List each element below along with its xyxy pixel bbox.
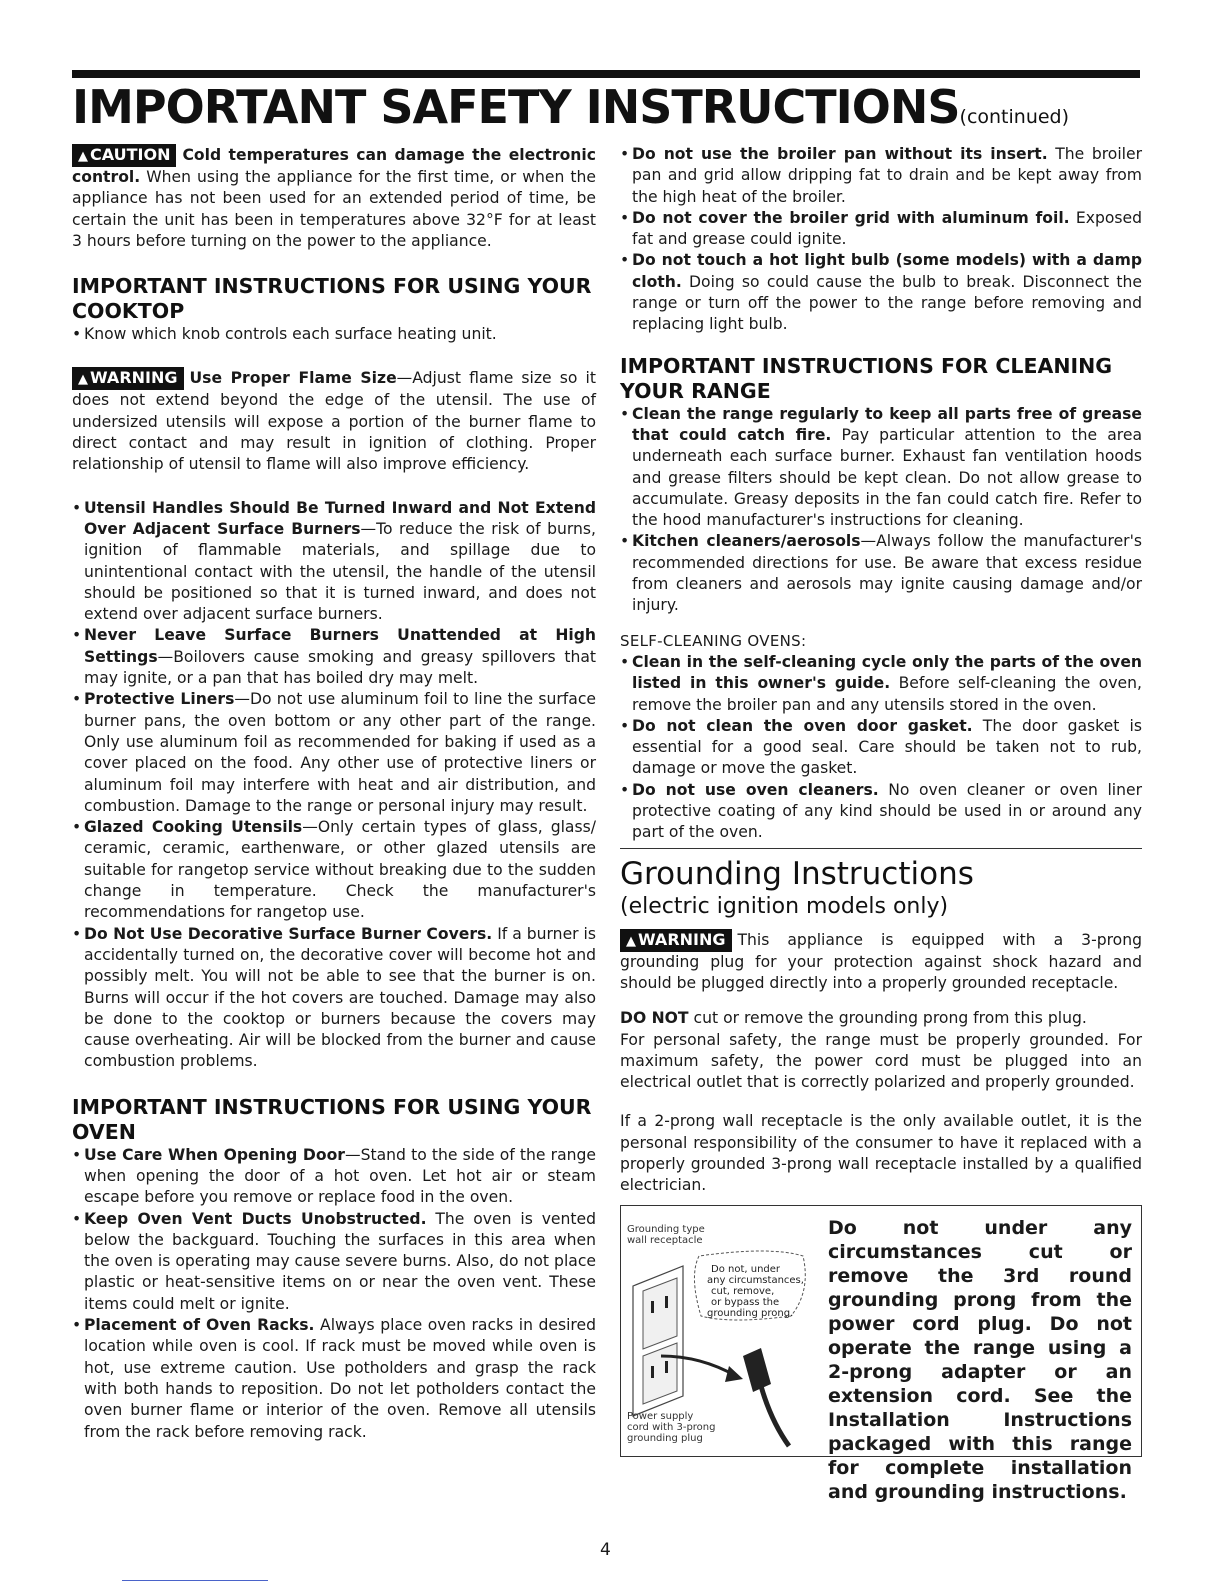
outlet-slot <box>651 1366 654 1378</box>
receptacle-label-line2: wall receptacle <box>627 1234 703 1246</box>
list-item: • Protective Liners—Do not use aluminum foil to line the surface burner pans, the oven bottom or any other part of the range. Only use aluminum foil as recommended for baking if used as a cover placed on the food. Any other use of protective liners or aluminum foil may interfere with heat and air distribution, and combustion. Damage to the range or personal injury may result. <box>72 689 596 817</box>
cord-label-line: Power supply <box>627 1410 694 1422</box>
plug-icon <box>743 1348 771 1392</box>
list-item: • Do not cover the broiler grid with aluminum foil. Exposed fat and grease could ignite. <box>620 208 1142 251</box>
bubble-line: cut, remove, <box>711 1285 775 1297</box>
grounding-warning-box <box>620 1205 1142 1503</box>
caution-paragraph <box>72 144 596 252</box>
bubble-line: Do not, under <box>711 1263 781 1275</box>
grounding-title: Grounding Instructions <box>620 855 974 892</box>
do-not-paragraph: DO NOT cut or remove the grounding prong from this plug. <box>620 1009 1087 1028</box>
warning-triangle-icon: ▲ <box>78 149 88 164</box>
caution-body: When using the appliance for the first time, or when the appliance has not been used for an extended period of time, be certain the unit has been in temperatures above 32°F for at least 3 hours before turning on the power to the appliance. <box>72 168 596 250</box>
cooktop-heading: IMPORTANT INSTRUCTIONS FOR USING YOUR COOKTOP <box>72 274 592 324</box>
list-item: • Do not touch a hot light bulb (some models) with a damp cloth. Doing so could cause the bulb to break. Disconnect the range or turn off the power to the range before removing and replacing light bulb. <box>620 250 1142 335</box>
bubble-line: grounding prong. <box>707 1307 794 1319</box>
footer-line <box>122 1580 268 1581</box>
list-item: • Keep Oven Vent Ducts Unobstructed. The oven is vented below the backguard. Touching the surfaces in this area when the oven is operating may cause severe burns. Also, do not place plastic or heat-sensitive items on or near the oven vent. These items could melt or ignite. <box>72 1209 596 1315</box>
header-rule <box>72 70 1140 78</box>
list-item: • Do not clean the oven door gasket. The door gasket is essential for a good seal. Care should be taken not to rub, damage or move the gasket. <box>620 716 1142 780</box>
arrowhead-icon <box>725 1366 743 1382</box>
cooktop-instructions-list <box>72 498 596 1073</box>
warning-triangle-icon: ▲ <box>626 933 636 949</box>
outlet-slot <box>651 1301 654 1313</box>
list-item: • Do Not Use Decorative Surface Burner Covers. If a burner is accidentally turned on, the decorative cover will become hot and possibly melt. You will not be able to see that the burner is on. Burns will occur if the hot covers are touched. Damage may also be done to the cooktop or burners because the covers may cause overheating. Air will be blocked from the burner and cause combustion problems. <box>72 924 596 1073</box>
cleaning-list <box>620 404 1142 617</box>
bubble-line: any circumstances, <box>707 1274 804 1286</box>
receptacle-label-line1: Grounding type <box>627 1223 705 1235</box>
flame-warning-paragraph: ▲ WARNING Use Proper Flame Size—Adjust flame size so it does not extend beyond the edge of the utensil. The use of undersized utensils will expose a portion of the burner flame to direct contact and may result in ignition of clothing. Proper relationship of utensil to flame will also improve efficiency. <box>72 368 597 474</box>
caution-lead: Cold temperatures can damage the electronic control. <box>72 146 596 186</box>
broiler-list <box>620 144 1142 336</box>
self-cleaning-heading: SELF-CLEANING OVENS: <box>620 631 807 650</box>
personal-safety-paragraph: For personal safety, the range must be properly grounded. For maximum safety, the power cord must be plugged into an electrical outlet that is correctly polarized and properly grounded. <box>620 1030 1142 1092</box>
list-item: • Glazed Cooking Utensils—Only certain types of glass, glass/ ceramic, ceramic, earthenware, or other glazed utensils are suitable for rangetop service without breaking due to the sudden change in temperature. Check the manufacturer's recommendations for rangetop use. <box>72 817 596 923</box>
power-cord-icon <box>761 1386 789 1446</box>
list-item: • Use Care When Opening Door—Stand to the side of the range when opening the door of a hot oven. Let hot air or steam escape before you remove or replace food in the oven. <box>72 1145 596 1209</box>
section-divider <box>620 848 1142 849</box>
bubble-line: or bypass the <box>711 1296 780 1308</box>
outlet-plate-upper <box>643 1278 677 1349</box>
outlet-slot <box>665 1361 668 1373</box>
page-number: 4 <box>600 1540 611 1560</box>
list-item: • Know which knob controls each surface heating unit. <box>72 324 596 345</box>
outlet-slot <box>665 1296 668 1308</box>
right-column <box>620 144 1143 1503</box>
warning-badge: ▲ WARNING <box>620 929 732 952</box>
list-item: • Placement of Oven Racks. Always place oven racks in desired location while oven is cool. If rack must be moved while oven is hot, use extreme caution. Use potholders and grasp the rack with both hands to reposition. Do not let potholders contact the oven burner flame or interior of the oven. Remove all utensils from the rack before removing rack. <box>72 1315 596 1443</box>
list-item: • Clean in the self-cleaning cycle only the parts of the oven listed in this owner's guide. Before self-cleaning the oven, remove the broiler pan and any utensils stored in the oven. <box>620 652 1142 716</box>
grounding-warning-paragraph: ▲ WARNING This appliance is equipped with a 3-prong grounding plug for your protection against shock hazard and should be plugged directly into a properly grounded receptacle. <box>620 929 1142 992</box>
oven-instructions-list <box>72 1145 596 1443</box>
warning-triangle-icon: ▲ <box>78 372 88 388</box>
cleaning-heading: IMPORTANT INSTRUCTIONS FOR CLEANING YOUR RANGE <box>620 353 1113 403</box>
list-item: • Do not use the broiler pan without its insert. The broiler pan and grid allow dripping fat to drain and be kept away from the high heat of the broiler. <box>620 144 1142 208</box>
cooktop-knob-list <box>72 324 596 345</box>
self-cleaning-list <box>620 652 1142 844</box>
grounding-subtitle: (electric ignition models only) <box>620 893 949 919</box>
list-item: • Do not use oven cleaners. No oven cleaner or oven liner protective coating of any kind should be used in or around any part of the oven. <box>620 780 1142 844</box>
page-title <box>72 80 1069 134</box>
cord-label-line: cord with 3-prong <box>627 1421 716 1433</box>
warning-badge: ▲ WARNING <box>72 367 184 390</box>
grounding-plug-illustration <box>621 1206 821 1456</box>
title-text: IMPORTANT SAFETY INSTRUCTIONS <box>72 80 960 134</box>
oven-heading: IMPORTANT INSTRUCTIONS FOR USING YOUR OVEN <box>72 1094 592 1144</box>
list-item: • Never Leave Surface Burners Unattended at High Settings—Boilovers cause smoking and greasy spillovers that may ignite, or a pan that has boiled dry may melt. <box>72 625 596 689</box>
list-item: • Utensil Handles Should Be Turned Inward and Not Extend Over Adjacent Surface Burners—To reduce the risk of burns, ignition of flammable materials, and spillage due to unintentional contact with the utensil, the handle of the utensil should be positioned so that it is turned inward, and does not extend over adjacent surface burners. <box>72 498 596 626</box>
caution-badge: ▲ CAUTION <box>72 144 176 167</box>
list-item: • Clean the range regularly to keep all parts free of grease that could catch fire. Pay particular attention to the area underneath each surface burner. Exhaust fan ventilation hoods and grease filters should be kept clean. Do not allow grease to accumulate. Greasy deposits in the fan could catch fire. Refer to the hood manufacturer's instructions for cleaning. <box>620 404 1142 532</box>
title-continued: (continued) <box>959 106 1070 128</box>
cord-label-line: grounding plug <box>627 1432 703 1444</box>
two-prong-paragraph: If a 2-prong wall receptacle is the only available outlet, it is the personal responsibility of the consumer to have it replaced with a properly grounded 3-prong wall receptacle installed by a qualified electrician. <box>620 1112 1142 1195</box>
list-item: • Kitchen cleaners/aerosols—Always follow the manufacturer's recommended directions for use. Be aware that excess residue from cleaners and aerosols may ignite causing damage and/or injury. <box>620 531 1142 616</box>
left-column <box>72 144 596 1443</box>
grounding-box-text: Do not under any circumstances cut or remove the 3rd round grounding prong from the power cord plug. Do not operate the range using a 2-prong adapter or an extension cord. See the Installation Instructions packaged with this range for complete installation and grounding instructions. <box>828 1216 1132 1503</box>
